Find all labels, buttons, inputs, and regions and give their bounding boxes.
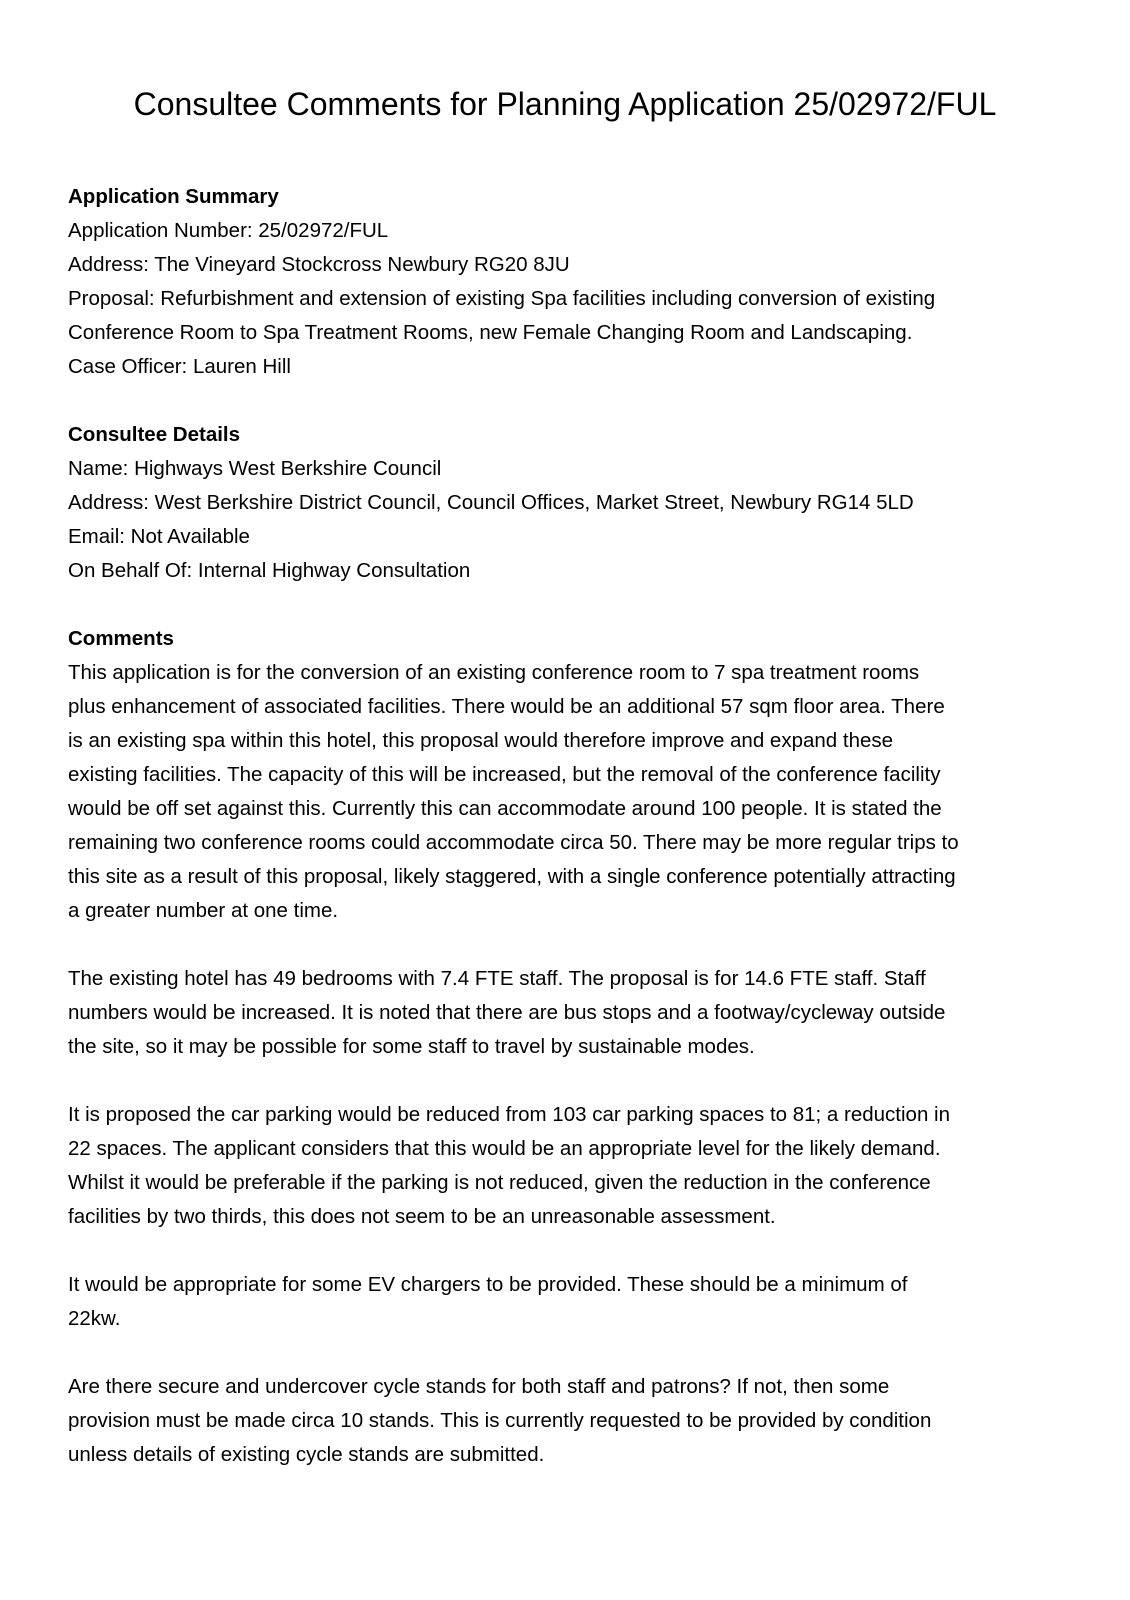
comment-line: Whilst it would be preferable if the parking is not reduced, given the reduction in the conference: [68, 1171, 931, 1194]
application-number: Application Number: 25/02972/FUL: [68, 219, 389, 242]
consultee-on-behalf-of: On Behalf Of: Internal Highway Consultation: [68, 559, 471, 582]
comment-line: It would be appropriate for some EV chargers to be provided. These should be a minimum of: [68, 1273, 908, 1296]
comment-line: This application is for the conversion of an existing conference room to 7 spa treatment rooms: [68, 661, 920, 684]
comment-line: 22 spaces. The applicant considers that this would be an appropriate level for the likely demand.: [68, 1137, 941, 1160]
comments-section: [68, 622, 1068, 1472]
consultee-address: Address: West Berkshire District Council, Council Offices, Market Street, Newbury RG14 5LD: [68, 491, 914, 514]
comment-line: Are there secure and undercover cycle stands for both staff and patrons? If not, then some: [68, 1375, 890, 1398]
comment-line: plus enhancement of associated facilities. There would be an additional 57 sqm floor area. There: [68, 695, 945, 718]
comment-line: this site as a result of this proposal, likely staggered, with a single conference potentially attracting: [68, 865, 956, 888]
comment-line: remaining two conference rooms could accommodate circa 50. There may be more regular trips to: [68, 831, 959, 854]
proposal-line: Conference Room to Spa Treatment Rooms, new Female Changing Room and Landscaping.: [68, 321, 913, 344]
comment-line: It is proposed the car parking would be reduced from 103 car parking spaces to 81; a reduction in: [68, 1103, 951, 1126]
comment-line: The existing hotel has 49 bedrooms with 7.4 FTE staff. The proposal is for 14.6 FTE staff. Staff: [68, 967, 926, 990]
comment-line: a greater number at one time.: [68, 899, 339, 922]
case-officer: Case Officer: Lauren Hill: [68, 355, 291, 378]
consultee-email: Email: Not Available: [68, 525, 250, 548]
comment-paragraph: [68, 1268, 1068, 1336]
comments-heading: Comments: [68, 627, 174, 650]
proposal-line: Proposal: Refurbishment and extension of existing Spa facilities including conversion of existing: [68, 287, 936, 310]
application-address: Address: The Vineyard Stockcross Newbury RG20 8JU: [68, 253, 570, 276]
comment-paragraph: [68, 1370, 1068, 1472]
comment-line: numbers would be increased. It is noted that there are bus stops and a footway/cycleway outside: [68, 1001, 946, 1024]
comment-paragraph: [68, 962, 1068, 1064]
comment-line: existing facilities. The capacity of this will be increased, but the removal of the conference facility: [68, 763, 941, 786]
comment-line: would be off set against this. Currently this can accommodate around 100 people. It is stated the: [68, 797, 942, 820]
comment-line: is an existing spa within this hotel, this proposal would therefore improve and expand these: [68, 729, 894, 752]
comment-line: 22kw.: [68, 1307, 121, 1330]
comment-paragraph: [68, 656, 1068, 928]
comment-line: facilities by two thirds, this does not seem to be an unreasonable assessment.: [68, 1205, 776, 1228]
page-title: Consultee Comments for Planning Application 25/02972/FUL: [133, 86, 997, 122]
document-content: [68, 180, 1068, 1506]
comment-paragraph: [68, 1098, 1068, 1234]
comment-line: the site, so it may be possible for some staff to travel by sustainable modes.: [68, 1035, 755, 1058]
consultee-details-heading: Consultee Details: [68, 423, 241, 446]
comment-line: unless details of existing cycle stands are submitted.: [68, 1443, 545, 1466]
comment-line: provision must be made circa 10 stands. This is currently requested to be provided by condition: [68, 1409, 932, 1432]
consultee-details-section: [68, 418, 1068, 588]
consultee-name: Name: Highways West Berkshire Council: [68, 457, 442, 480]
application-summary-section: [68, 180, 1068, 384]
application-summary-heading: Application Summary: [68, 185, 279, 208]
